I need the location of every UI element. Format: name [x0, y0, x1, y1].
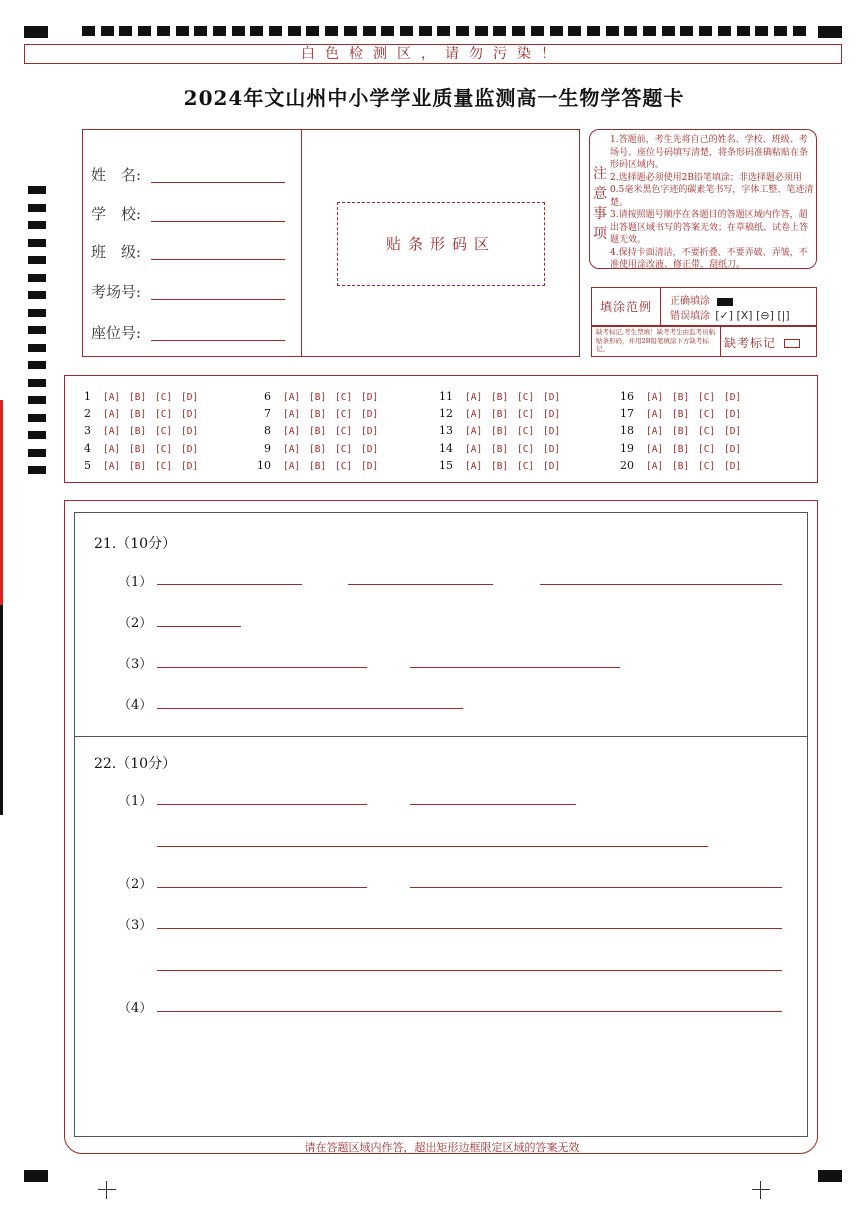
- timing-mark: [718, 26, 731, 36]
- side-timing-mark: [28, 204, 46, 212]
- answer-line[interactable]: [410, 804, 576, 805]
- correct-fill-sample: [717, 298, 733, 306]
- option-bubble[interactable]: [A]: [103, 392, 121, 403]
- absent-note: 缺考标记,考生禁填！缺考考生由监考员粘贴条形码，并用2B铅笔填涂下方缺考标记。: [596, 328, 716, 353]
- edge-red-bar: [0, 400, 3, 605]
- timing-mark: [306, 26, 319, 36]
- q22-sub3-label: （3）: [118, 918, 153, 933]
- timing-mark: [400, 26, 413, 36]
- q21-sub1-label: （1）: [118, 575, 153, 590]
- notice-items: [610, 134, 814, 272]
- timing-mark: [456, 26, 469, 36]
- option-bubble[interactable]: [B]: [672, 426, 690, 438]
- side-timing-mark: [28, 431, 46, 439]
- option-bubble[interactable]: [B]: [129, 392, 147, 403]
- timing-mark: [363, 26, 376, 36]
- side-timing-mark: [28, 326, 46, 334]
- option-bubble[interactable]: [A]: [465, 460, 483, 472]
- option-bubble[interactable]: [A]: [646, 426, 664, 438]
- question-number: 13: [439, 424, 453, 438]
- question-number: 2: [84, 407, 91, 421]
- side-timing-mark: [28, 361, 46, 369]
- answer-row: [427, 407, 569, 424]
- option-bubble[interactable]: [B]: [672, 443, 690, 455]
- option-bubble[interactable]: [C]: [155, 409, 173, 421]
- white-zone-notice: 白色检测区，请勿污染！: [24, 44, 842, 64]
- option-bubble[interactable]: [B]: [309, 392, 327, 403]
- class-label: 班 级:: [91, 243, 142, 261]
- answer-line[interactable]: [157, 804, 367, 805]
- corner-timing-mark: [24, 26, 48, 38]
- option-bubble[interactable]: [B]: [672, 392, 690, 403]
- timing-mark: [288, 26, 301, 36]
- option-bubble[interactable]: [C]: [335, 460, 353, 472]
- q22-sub4-label: （4）: [118, 1001, 153, 1016]
- question-number: 9: [264, 441, 271, 455]
- timing-mark: [157, 26, 170, 36]
- crosshair-icon: [98, 1181, 116, 1199]
- answer-row: [65, 424, 207, 441]
- timing-mark: [493, 26, 506, 36]
- absent-checkbox[interactable]: [784, 339, 800, 348]
- timing-mark: [419, 26, 432, 36]
- answer-row: [245, 424, 387, 441]
- answer-row: [245, 390, 387, 407]
- option-bubble[interactable]: [D]: [181, 460, 199, 472]
- absent-box: [591, 325, 817, 357]
- side-timing-mark: [28, 239, 46, 247]
- answer-row: [427, 424, 569, 441]
- bottom-left-corner-mark: [24, 1170, 48, 1182]
- option-bubble[interactable]: [B]: [672, 460, 690, 472]
- answer-row: [427, 459, 569, 476]
- option-bubble[interactable]: [A]: [103, 443, 121, 455]
- school-label: 学 校:: [91, 205, 142, 223]
- student-info-box: [82, 129, 580, 357]
- option-bubble[interactable]: [C]: [155, 392, 173, 403]
- option-bubble[interactable]: [C]: [335, 443, 353, 455]
- answer-line[interactable]: [157, 846, 708, 847]
- correct-fill-row: [670, 292, 733, 307]
- option-bubble[interactable]: [D]: [181, 443, 199, 455]
- option-bubble[interactable]: [B]: [491, 392, 509, 403]
- option-bubble[interactable]: [C]: [517, 409, 535, 421]
- question-number: 20: [620, 458, 634, 472]
- correct-fill-label: 正确填涂: [670, 296, 710, 307]
- school-field[interactable]: [91, 203, 141, 224]
- side-timing-mark: [28, 344, 46, 352]
- q21-sub3-label: （3）: [118, 657, 153, 672]
- timing-mark: [381, 26, 394, 36]
- answer-line[interactable]: [157, 1011, 782, 1012]
- option-bubble[interactable]: [B]: [491, 460, 509, 472]
- option-bubble[interactable]: [C]: [155, 460, 173, 472]
- side-timing-mark: [28, 309, 46, 317]
- timing-mark: [176, 26, 189, 36]
- option-bubble[interactable]: [B]: [129, 460, 147, 472]
- answer-line[interactable]: [157, 970, 782, 971]
- option-bubble[interactable]: [D]: [543, 409, 561, 421]
- option-bubble[interactable]: [A]: [283, 443, 301, 455]
- side-timing-mark: [28, 414, 46, 422]
- option-bubble[interactable]: [C]: [698, 409, 716, 421]
- notice-item: 4.保持卡面清洁，不要折叠、不要弄破、弄皱，不准使用涂改液、修正带、刮纸刀。: [610, 247, 808, 270]
- notice-item: 2.选择题必须使用2B铅笔填涂；非选择题必须用0.5毫米黑色字迹的碳素笔书写，字体工整、笔迹清楚。: [610, 172, 814, 208]
- q22-sub2-label: （2）: [118, 877, 153, 892]
- barcode-area[interactable]: 贴条形码区: [337, 202, 545, 286]
- option-bubble[interactable]: [A]: [103, 409, 121, 421]
- notice-box: [589, 129, 817, 269]
- answer-line[interactable]: [157, 584, 302, 585]
- option-bubble[interactable]: [D]: [361, 460, 379, 472]
- option-bubble[interactable]: [D]: [724, 443, 742, 455]
- option-bubble[interactable]: [D]: [724, 392, 742, 403]
- timing-mark: [119, 26, 132, 36]
- bottom-right-corner-mark: [818, 1170, 842, 1182]
- option-bubble[interactable]: [D]: [361, 443, 379, 455]
- option-bubble[interactable]: [C]: [698, 443, 716, 455]
- question-number: 7: [264, 407, 271, 421]
- fill-divider: [660, 288, 661, 326]
- option-bubble[interactable]: [A]: [646, 392, 664, 403]
- wrong-fill-label: 错误填涂: [670, 311, 710, 322]
- answer-row: [245, 459, 387, 476]
- option-bubble[interactable]: [C]: [517, 443, 535, 455]
- answer-column: [427, 390, 569, 476]
- option-bubble[interactable]: [A]: [283, 409, 301, 421]
- timing-mark: [344, 26, 357, 36]
- info-fields-panel: [83, 130, 302, 356]
- footer-notice: 请在答题区域内作答，超出矩形边框限定区域的答案无效: [304, 1141, 580, 1154]
- option-bubble[interactable]: [C]: [155, 443, 173, 455]
- answer-line[interactable]: [348, 584, 493, 585]
- question-number: 12: [439, 407, 453, 421]
- timing-mark: [587, 26, 600, 36]
- answer-line[interactable]: [157, 928, 782, 929]
- answer-row: [65, 442, 207, 459]
- notice-item: 3.请按照题号顺序在各题目的答题区域内作答，超出答题区域书写的答案无效；在草稿纸、试卷上答题无效。: [610, 210, 809, 245]
- absent-mark-field[interactable]: [724, 334, 800, 351]
- option-bubble[interactable]: [A]: [283, 392, 301, 403]
- question-number: 14: [439, 441, 453, 455]
- class-underline: [151, 259, 285, 260]
- option-bubble[interactable]: [C]: [698, 426, 716, 438]
- exam-room-underline: [151, 299, 285, 300]
- side-timing-mark: [28, 466, 46, 474]
- side-timing-marks: [28, 186, 46, 484]
- option-bubble[interactable]: [C]: [335, 409, 353, 421]
- option-bubble[interactable]: [A]: [103, 426, 121, 438]
- option-bubble[interactable]: [D]: [543, 426, 561, 438]
- notice-item: 1.答题前，考生先将自己的姓名、学校、班级、考场号、座位号码填写清楚，将条形码准确粘贴在条形码区域内。: [610, 135, 809, 170]
- timing-mark: [624, 26, 637, 36]
- option-bubble[interactable]: [D]: [543, 392, 561, 403]
- side-timing-mark: [28, 396, 46, 404]
- answer-line[interactable]: [157, 708, 463, 709]
- option-bubble[interactable]: [B]: [672, 409, 690, 421]
- side-timing-mark: [28, 274, 46, 282]
- question-divider: [74, 736, 807, 737]
- answer-row: [608, 390, 750, 407]
- question-number: 16: [620, 390, 634, 403]
- option-bubble[interactable]: [D]: [724, 460, 742, 472]
- absent-label: 缺考标记: [724, 336, 777, 350]
- timing-mark: [755, 26, 768, 36]
- timing-mark: [437, 26, 450, 36]
- question-number: 8: [264, 424, 271, 438]
- answer-row: [427, 390, 569, 407]
- side-timing-mark: [28, 379, 46, 387]
- notice-label: 注意事项: [593, 166, 607, 242]
- option-bubble[interactable]: [B]: [309, 443, 327, 455]
- timing-mark: [699, 26, 712, 36]
- option-bubble[interactable]: [A]: [646, 443, 664, 455]
- option-bubble[interactable]: [D]: [181, 392, 199, 403]
- timing-mark: [232, 26, 245, 36]
- answer-line[interactable]: [410, 667, 620, 668]
- timing-mark: [269, 26, 282, 36]
- option-bubble[interactable]: [C]: [517, 460, 535, 472]
- option-bubble[interactable]: [C]: [335, 392, 353, 403]
- timing-mark: [680, 26, 693, 36]
- answer-row: [427, 442, 569, 459]
- school-underline: [151, 221, 285, 222]
- question-number: 1: [84, 390, 91, 403]
- answer-row: [608, 424, 750, 441]
- answer-row: [608, 459, 750, 476]
- answer-row: [65, 407, 207, 424]
- answer-column: [608, 390, 750, 476]
- option-bubble[interactable]: [C]: [155, 426, 173, 438]
- answer-line[interactable]: [157, 667, 367, 668]
- timing-mark: [737, 26, 750, 36]
- edge-black-bar: [0, 605, 3, 815]
- timing-mark: [531, 26, 544, 36]
- side-timing-mark: [28, 291, 46, 299]
- timing-mark: [250, 26, 263, 36]
- fill-example-box: [591, 287, 817, 327]
- timing-mark: [606, 26, 619, 36]
- answer-line[interactable]: [410, 887, 782, 888]
- objective-answer-box: [64, 375, 818, 483]
- question-number: 5: [84, 458, 91, 472]
- option-bubble[interactable]: [C]: [335, 426, 353, 438]
- timing-mark: [774, 26, 787, 36]
- option-bubble[interactable]: [A]: [465, 443, 483, 455]
- timing-mark: [82, 26, 95, 36]
- answer-row: [608, 407, 750, 424]
- timing-mark: [325, 26, 338, 36]
- option-bubble[interactable]: [B]: [309, 460, 327, 472]
- option-bubble[interactable]: [B]: [309, 426, 327, 438]
- answer-row: [245, 442, 387, 459]
- q21-title: 21.（10分）: [94, 536, 177, 552]
- option-bubble[interactable]: [D]: [724, 409, 742, 421]
- option-bubble[interactable]: [D]: [361, 409, 379, 421]
- option-bubble[interactable]: [B]: [491, 443, 509, 455]
- option-bubble[interactable]: [B]: [129, 443, 147, 455]
- option-bubble[interactable]: [D]: [724, 426, 742, 438]
- option-bubble[interactable]: [A]: [465, 426, 483, 438]
- absent-divider: [720, 326, 721, 356]
- option-bubble[interactable]: [D]: [543, 460, 561, 472]
- option-bubble[interactable]: [B]: [129, 426, 147, 438]
- timing-mark: [194, 26, 207, 36]
- option-bubble[interactable]: [D]: [181, 426, 199, 438]
- answer-row: [65, 459, 207, 476]
- option-bubble[interactable]: [C]: [517, 392, 535, 403]
- option-bubble[interactable]: [D]: [181, 409, 199, 421]
- option-bubble[interactable]: [A]: [283, 426, 301, 438]
- top-timing-marks: [24, 26, 842, 38]
- option-bubble[interactable]: [B]: [309, 409, 327, 421]
- timing-mark: [512, 26, 525, 36]
- timing-mark: [643, 26, 656, 36]
- class-field[interactable]: [91, 241, 141, 262]
- exam-room-field[interactable]: [91, 281, 141, 302]
- option-bubble[interactable]: [D]: [361, 392, 379, 403]
- name-underline: [151, 182, 285, 183]
- name-field[interactable]: [91, 164, 141, 185]
- answer-column: [65, 390, 207, 476]
- option-bubble[interactable]: [A]: [646, 460, 664, 472]
- answer-row: [245, 407, 387, 424]
- fill-example-title: 填涂范例: [600, 300, 653, 314]
- page-title: 2024年文山州中小学学业质量监测高一生物学答题卡: [183, 86, 685, 110]
- timing-mark: [213, 26, 226, 36]
- question-number: 6: [264, 390, 271, 403]
- side-timing-mark: [28, 221, 46, 229]
- option-bubble[interactable]: [A]: [103, 460, 121, 472]
- crosshair-icon: [752, 1181, 770, 1199]
- seat-underline: [151, 340, 285, 341]
- corner-timing-mark: [818, 26, 842, 38]
- question-number: 4: [84, 441, 91, 455]
- name-label: 姓 名:: [91, 166, 142, 184]
- side-timing-mark: [28, 449, 46, 457]
- q22-sub1-label: （1）: [118, 794, 153, 809]
- answer-row: [608, 442, 750, 459]
- option-bubble[interactable]: [D]: [543, 443, 561, 455]
- timing-mark: [138, 26, 151, 36]
- answer-column: [245, 390, 387, 476]
- question-number: 19: [620, 441, 634, 455]
- timing-mark: [475, 26, 488, 36]
- q21-sub2-label: （2）: [118, 616, 153, 631]
- option-bubble[interactable]: [C]: [517, 426, 535, 438]
- answer-row: [65, 390, 207, 407]
- option-bubble[interactable]: [B]: [491, 409, 509, 421]
- option-bubble[interactable]: [B]: [491, 426, 509, 438]
- answer-line[interactable]: [157, 887, 367, 888]
- option-bubble[interactable]: [A]: [646, 409, 664, 421]
- side-timing-mark: [28, 186, 46, 194]
- q22-title: 22.（10分）: [94, 756, 177, 772]
- question-number: 17: [620, 407, 634, 421]
- seat-field[interactable]: [91, 322, 141, 343]
- timing-mark: [662, 26, 675, 36]
- timing-mark: [101, 26, 114, 36]
- option-bubble[interactable]: [B]: [129, 409, 147, 421]
- q21-sub4-label: （4）: [118, 698, 153, 713]
- wrong-fill-samples: [✓] [X] [⊖] [|]: [715, 309, 790, 322]
- seat-label: 座位号:: [91, 324, 142, 342]
- question-number: 10: [257, 458, 271, 472]
- question-number: 3: [84, 424, 91, 438]
- option-bubble[interactable]: [A]: [283, 460, 301, 472]
- exam-room-label: 考场号:: [91, 283, 142, 301]
- option-bubble[interactable]: [A]: [465, 392, 483, 403]
- question-number: 11: [439, 390, 453, 403]
- timing-mark: [568, 26, 581, 36]
- question-number: 15: [439, 458, 453, 472]
- side-timing-mark: [28, 256, 46, 264]
- option-bubble[interactable]: [A]: [465, 409, 483, 421]
- timing-mark: [550, 26, 563, 36]
- answer-line[interactable]: [157, 626, 241, 627]
- subjective-answer-frame: [74, 512, 808, 1137]
- timing-mark: [793, 26, 806, 36]
- option-bubble[interactable]: [D]: [361, 426, 379, 438]
- option-bubble[interactable]: [C]: [698, 460, 716, 472]
- answer-line[interactable]: [540, 584, 782, 585]
- wrong-fill-row: [670, 307, 790, 322]
- question-number: 18: [620, 424, 634, 438]
- option-bubble[interactable]: [C]: [698, 392, 716, 403]
